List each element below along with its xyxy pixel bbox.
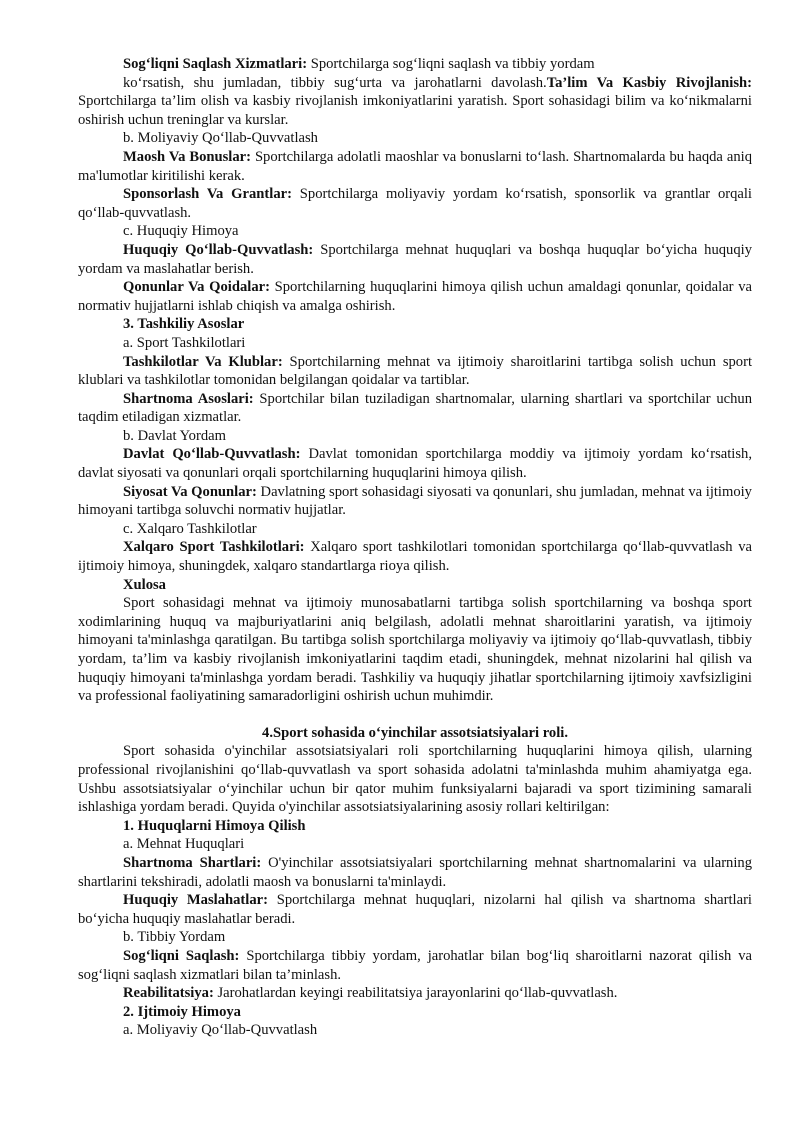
paragraph-state-support	[78, 445, 752, 482]
section-heading: Xulosa	[123, 576, 166, 593]
paragraph-legal-advice	[78, 891, 752, 928]
term-label: Huquqiy Qo‘llab-Quvvatlash:	[123, 241, 314, 258]
term-text: Sportchilarga moliyaviy yordam ko‘rsatish, sponsorlik va grantlar orqali qo‘llab-quvvatlash.	[78, 186, 752, 221]
section-heading: 1. Huquqlarni Himoya Qilish	[123, 817, 306, 834]
paragraph-text: Sportchilarga ta’lim olish va kasbiy rivojlanish imkoniyatlarini yaratish. Sport sohasidagi bilim va ko‘nikmalarni oshirish uchun treninglar va kurslar.	[78, 93, 752, 128]
term-label: Siyosat Va Qonunlar:	[123, 483, 257, 500]
paragraph-contract-terms	[78, 854, 752, 891]
term-label: Shartnoma Shartlari:	[123, 854, 262, 871]
subheading: a. Moliyaviy Qo‘llab-Quvvatlash	[123, 1022, 318, 1039]
paragraph-contracts	[78, 390, 752, 427]
paragraph-international	[78, 538, 752, 575]
paragraph-laws-rules	[78, 278, 752, 315]
section-heading: 2. Ijtimoiy Himoya	[123, 1003, 241, 1020]
term-text: Xalqaro sport tashkilotlari tomonidan sportchilarga qo‘llab-quvvatlash va ijtimoiy himoya, shuningdek, xalqaro standartlarga rioya qilish.	[78, 539, 753, 575]
subheading: c. Xalqaro Tashkilotlar	[123, 520, 257, 537]
subheading: a. Mehnat Huquqlari	[123, 836, 245, 853]
term-text: Jarohatlardan keyingi reabilitatsiya jarayonlarini qo‘llab-quvvatlash.	[213, 985, 618, 1002]
paragraph-intro: Sport sohasida o'yinchilar assotsiatsiyalari roli sportchilarning huquqlarini himoya qilish, ularning professional rivojlanishini qo‘llab-quvvatlash va sport sohasida adolatni ta'minlashda muhim ahamiyatga ega. Ushbu assotsiatsiyalar o‘yinchilar uchun bir qator muhim funksiyalarni bajaradi va sport tizimining samarali ishlashiga yordam beradi. Quyida o'yinchilar assotsiatsiyalarining asosiy rollari keltirilgan:	[78, 743, 752, 816]
chapter-title: 4.Sport sohasida o‘yinchilar assotsiatsiyalari roli.	[262, 724, 568, 741]
section-heading: 3. Tashkiliy Asoslar	[123, 316, 245, 333]
term-text: O'yinchilar assotsiatsiyalari sportchilarning mehnat shartnomalarini va ularning shartlarini tekshiradi, adolatli maosh va bonuslarni ta'minlaydi.	[78, 854, 752, 890]
term-label: Huquqiy Maslahatlar:	[123, 892, 268, 909]
term-text: Sportchilarga sog‘liqni saqlash va tibbiy yordam	[307, 56, 595, 72]
paragraph-text: ko‘rsatish, shu jumladan, tibbiy sug‘urta va jarohatlarni davolash.	[123, 74, 547, 91]
paragraph-health-services	[78, 55, 752, 74]
paragraph-health-care	[78, 947, 752, 984]
term-text: Davlat tomonidan sportchilarga moddiy va ijtimoiy yordam ko‘rsatish, davlat siyosati va qonunlari orqali sportchilarning huquqlarini himoya qilish.	[78, 446, 752, 482]
term-text: Sportchilarga adolatli maoshlar va bonuslarni to‘lash. Shartnomalarda bu haqda aniq ma'lumotlar kiritilishi kerak.	[78, 148, 752, 184]
term-label: Xalqaro Sport Tashkilotlari:	[123, 539, 305, 556]
spacer	[78, 706, 752, 724]
term-text: Sportchilar bilan tuziladigan shartnomalar, ularning shartlari va sportchilar uchun taqdim etiladigan xizmatlar.	[78, 390, 752, 426]
term-label: Sog‘liqni Saqlash:	[123, 947, 240, 964]
term-label: Ta’lim Va Kasbiy Rivojlanish:	[546, 74, 752, 91]
term-text: Sportchilarga tibbiy yordam, jarohatlar bilan bog‘liq sharoitlarni nazorat qilish va sog‘liqni saqlash xizmatlari bilan ta’minlash.	[78, 947, 753, 983]
term-label: Qonunlar Va Qoidalar:	[123, 279, 270, 296]
subheading: a. Sport Tashkilotlari	[123, 334, 246, 351]
paragraph-salary	[78, 148, 752, 185]
term-text: Sportchilarga mehnat huquqlari va boshqa huquqlar bo‘yicha huquqiy yordam va maslahatlar berish.	[78, 241, 752, 277]
term-label: Tashkilotlar Va Klublar:	[123, 353, 283, 370]
paragraph-conclusion: Sport sohasidagi mehnat va ijtimoiy munosabatlarni tartibga solish sportchilarning va boshqa sport xodimlarining huquq va majburiyatlarini aniq belgilash, adolatli mehnat sharoitlarini yaratish, va ijtimoiy himoyani ta'minlashga qaratilgan. Bu tartibga solish sportchilarga moliyaviy va ijtimoiy qo‘llab-quvvatlash, tibbiy yordam, ta’lim va kasbiy rivojlanish imkoniyatlarini taqdim etadi, shuningdek, mehnat nizolarini hal qilish va huquqiy himoyani ta'minlashga yordam beradi. Tashkiliy va huquqiy jihatlar sportchilarning ijtimoiy xavfsizligini va professional faoliyatining samaradorligini oshirish uchun muhimdir.	[78, 595, 752, 705]
paragraph-organizations	[78, 353, 752, 390]
term-label: Reabilitatsiya:	[123, 985, 214, 1002]
term-label: Maosh Va Bonuslar:	[123, 148, 251, 165]
term-label: Sog‘liqni Saqlash Xizmatlari:	[123, 56, 308, 72]
term-label: Davlat Qo‘llab-Quvvatlash:	[123, 446, 301, 463]
subheading: c. Huquqiy Himoya	[123, 223, 239, 240]
term-text: Sportchilarning mehnat va ijtimoiy sharoitlarini tartibga solish uchun sport klublari va tashkilotlar tomonidan belgilangan qoidalar va tartiblar.	[78, 353, 753, 389]
paragraph-legal-support	[78, 241, 752, 278]
paragraph-sponsorship	[78, 185, 752, 222]
term-label: Sponsorlash Va Grantlar:	[123, 186, 292, 203]
term-label: Shartnoma Asoslari:	[123, 390, 254, 407]
term-text: Sportchilarning huquqlarini himoya qilish uchun amaldagi qonunlar, qoidalar va normativ hujjatlarni ishlab chiqish va amalga oshirish.	[78, 279, 752, 314]
subheading: b. Moliyaviy Qo‘llab-Quvvatlash	[123, 130, 318, 147]
subheading: b. Davlat Yordam	[123, 427, 226, 444]
term-text: Sportchilarga mehnat huquqlari, nizolarni hal qilish va shartnoma shartlari bo‘yicha huquqiy maslahatlar beradi.	[78, 892, 752, 927]
subheading: b. Tibbiy Yordam	[123, 929, 226, 946]
paragraph-rehabilitation	[78, 984, 752, 1003]
paragraph-education	[78, 74, 752, 130]
paragraph-policy-laws	[78, 483, 752, 520]
term-text: Davlatning sport sohasidagi siyosati va qonunlari, shu jumladan, mehnat va ijtimoiy himoyani tartibga soluvchi normativ hujjatlar.	[78, 483, 752, 519]
